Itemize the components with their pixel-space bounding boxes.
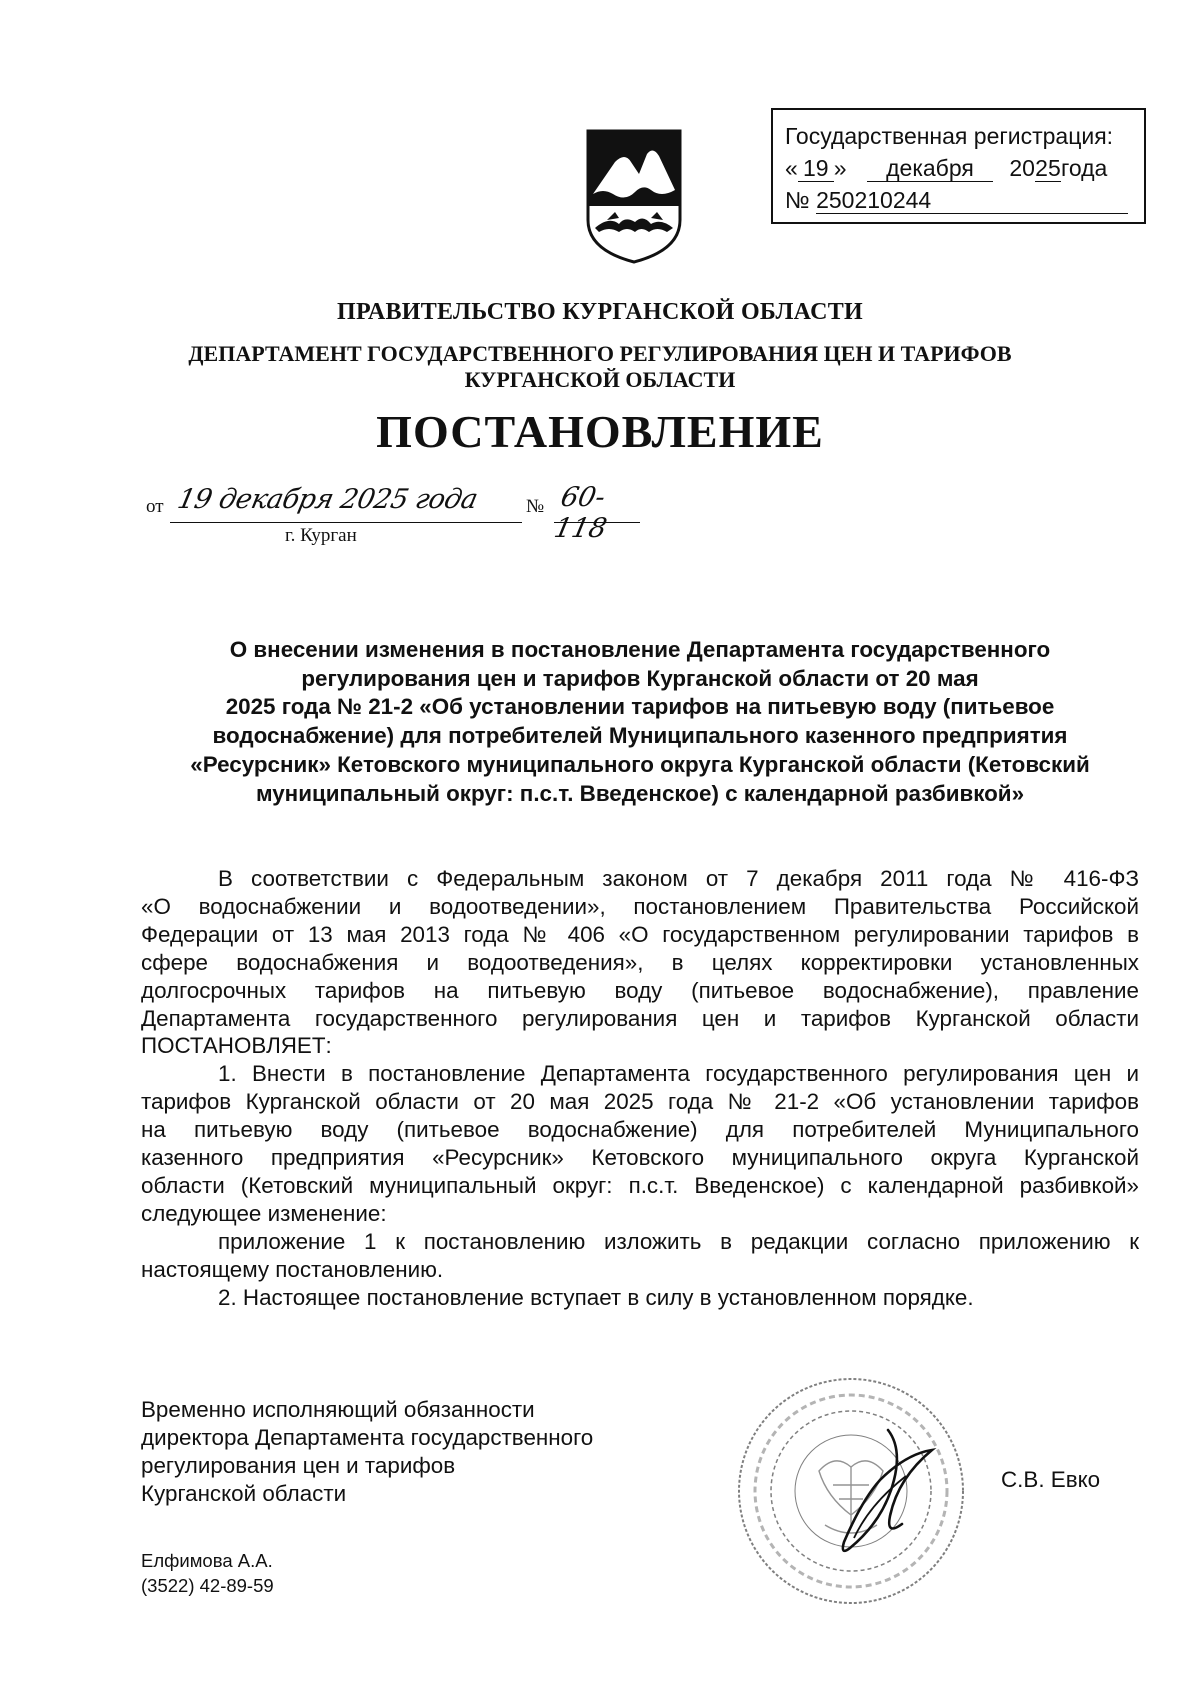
city-label: г. Курган xyxy=(285,525,357,546)
body-line: 1. Внести в постановление Департамента государственного регулирования цен и xyxy=(218,1061,1139,1086)
department-title-line1: ДЕПАРТАМЕНТ ГОСУДАРСТВЕННОГО РЕГУЛИРОВАНИЯ ЦЕН И ТАРИФОВ xyxy=(188,341,1012,366)
document-type-title: ПОСТАНОВЛЕНИЕ xyxy=(376,406,824,457)
body-line: тарифов Курганской области от 20 мая 2025 года № 21-2 «Об установлении тарифов xyxy=(141,1089,1139,1114)
body-line: Федерации от 13 мая 2013 года № 406 «О государственном регулировании тарифов в xyxy=(141,922,1139,947)
body-line: приложение 1 к постановлению изложить в редакции согласно приложению к xyxy=(218,1229,1139,1254)
signatory-position-line: регулирования цен и тарифов xyxy=(141,1453,456,1478)
date-underline xyxy=(170,522,522,523)
body-line: следующее изменение: xyxy=(141,1201,387,1226)
handwritten-date: 19 декабря 2025 года xyxy=(174,484,481,515)
body-line: «О водоснабжении и водоотведении», постановлением Правительства Российской xyxy=(141,894,1139,919)
body-line: сфере водоснабжения и водоотведения», в целях корректировки установленных xyxy=(141,950,1139,975)
subject-line: муниципальный округ: п.с.т. Введенское) с календарной разбивкой» xyxy=(255,780,1025,806)
signatory-position-line: директора Департамента государственного xyxy=(141,1425,594,1450)
subject-line: «Ресурсник» Кетовского муниципального округа Курганской области (Кетовский xyxy=(190,751,1090,777)
handwritten-signature xyxy=(810,1420,960,1560)
date-number-line xyxy=(146,482,646,548)
handwritten-number: 60-118 xyxy=(551,482,610,544)
body-line: 2. Настоящее постановление вступает в силу в установленном порядке. xyxy=(218,1285,974,1310)
department-title-line2: КУРГАНСКОЙ ОБЛАСТИ xyxy=(464,367,736,392)
executor-name: Елфимова А.А. xyxy=(141,1550,273,1571)
subject-line: 2025 года № 21-2 «Об установлении тарифов на питьевую воду (питьевое xyxy=(225,694,1055,720)
registration-number-line: № 250210244 xyxy=(785,184,1128,216)
number-label: № xyxy=(526,496,545,517)
body-line: на питьевую воду (питьевое водоснабжение) для потребителей Муниципального xyxy=(141,1117,1139,1142)
body-line: Департамента государственного регулирования цен и тарифов Курганской области xyxy=(141,1006,1139,1031)
signatory-position-line: Временно исполняющий обязанности xyxy=(141,1397,535,1422)
subject-line: регулирования цен и тарифов Курганской области от 20 мая xyxy=(301,665,979,691)
subject-line: водоснабжение) для потребителей Муниципального казенного предприятия xyxy=(212,723,1068,749)
date-from-label: от xyxy=(146,496,164,517)
coat-of-arms-emblem xyxy=(585,128,683,264)
registration-box xyxy=(771,108,1146,224)
body-line: долгосрочных тарифов на питьевую воду (питьевое водоснабжение), правление xyxy=(141,978,1139,1003)
registration-number: 250210244 xyxy=(816,187,1128,214)
body-line-decree: ПОСТАНОВЛЯЕТ: xyxy=(141,1033,332,1058)
body-line: казенного предприятия «Ресурсник» Кетовского муниципального округа Курганской xyxy=(141,1145,1139,1170)
registration-month: декабря xyxy=(867,155,993,182)
registration-label: Государственная регистрация: xyxy=(785,123,1114,149)
registration-year: 25 xyxy=(1035,155,1061,181)
registration-day: 19 xyxy=(798,155,834,182)
government-title: ПРАВИТЕЛЬСТВО КУРГАНСКОЙ ОБЛАСТИ xyxy=(336,299,864,325)
signatory-name: С.В. Евко xyxy=(1001,1467,1101,1492)
registration-date: « 19 » декабря 2025года xyxy=(785,155,1108,181)
document-subject xyxy=(140,636,1140,808)
signatory-position-line: Курганской области xyxy=(141,1481,347,1506)
subject-line: О внесении изменения в постановление Департамента государственного xyxy=(229,637,1051,662)
executor-phone: (3522) 42-89-59 xyxy=(141,1575,274,1596)
body-line: области (Кетовский муниципальный округ: п.с.т. Введенское) с календарной разбивкой» xyxy=(141,1173,1139,1198)
body-line: настоящему постановлению. xyxy=(141,1257,444,1282)
body-line: В соответствии с Федеральным законом от 7 декабря 2011 года № 416-ФЗ xyxy=(218,866,1139,891)
